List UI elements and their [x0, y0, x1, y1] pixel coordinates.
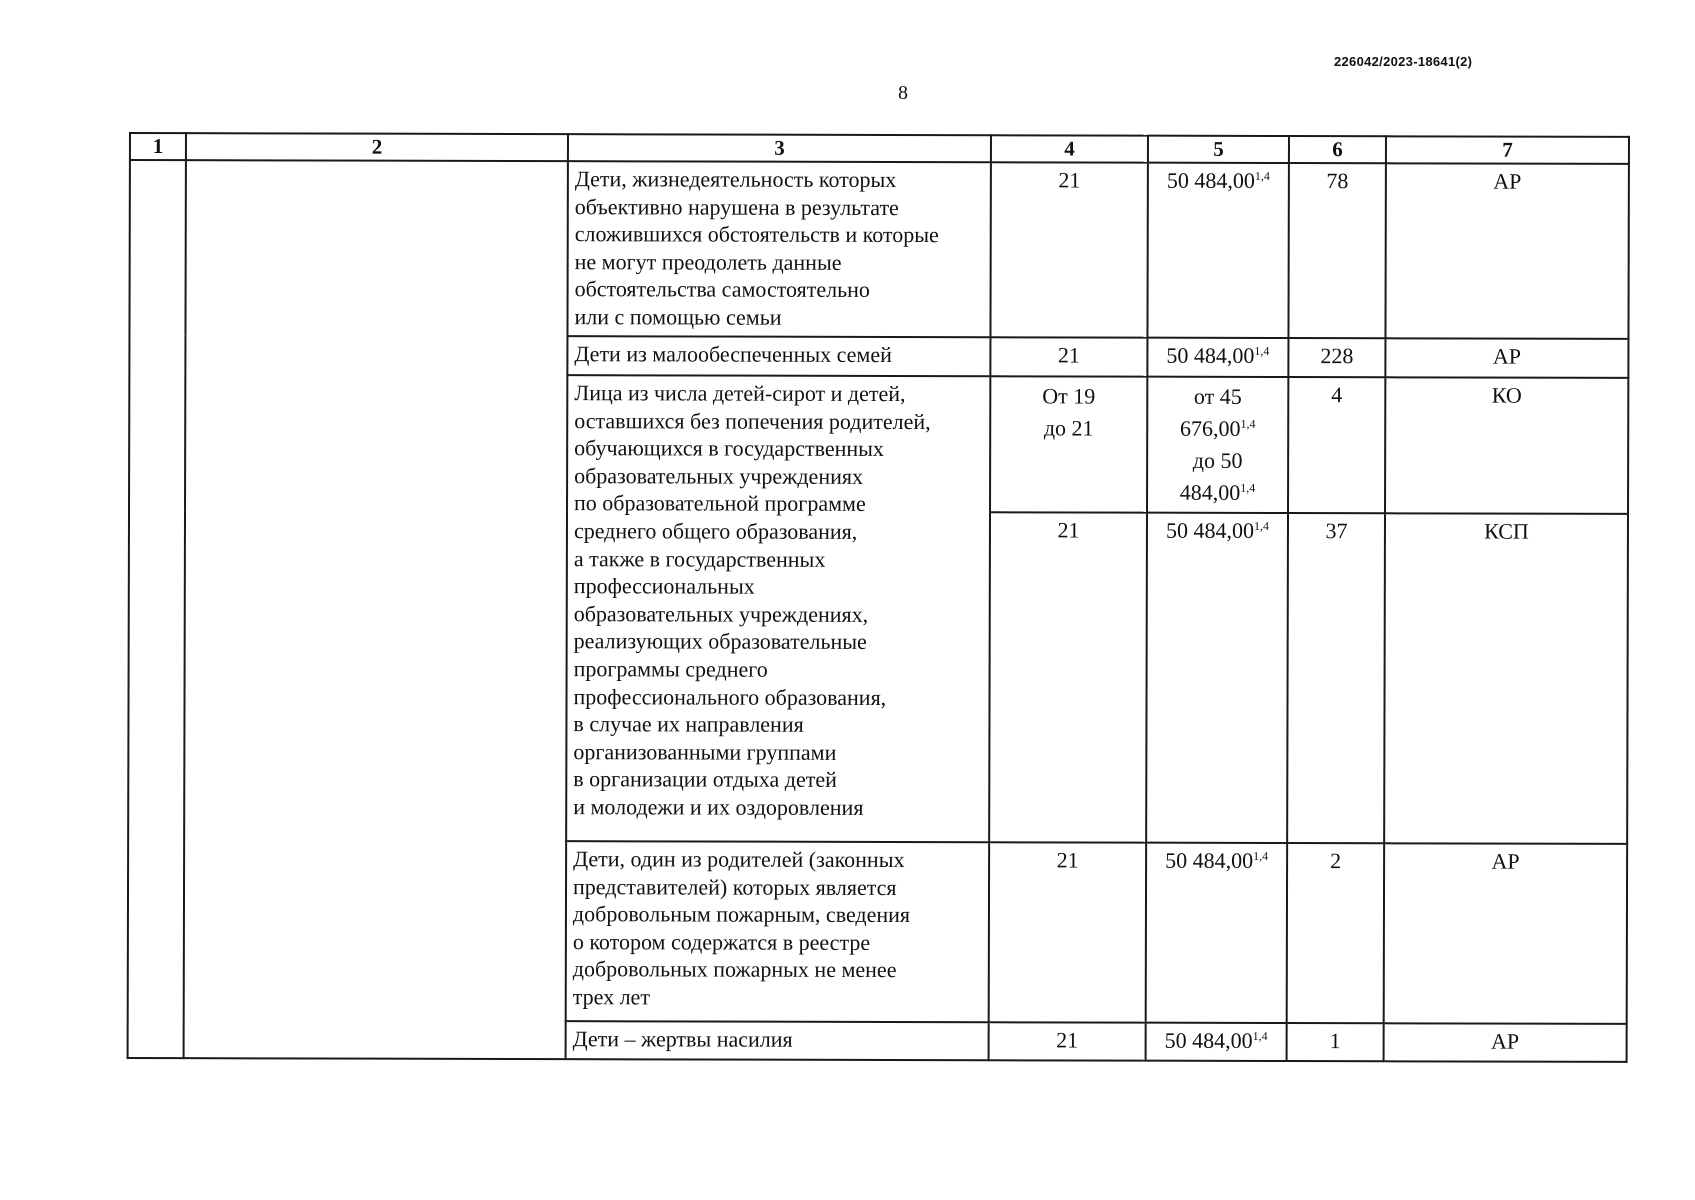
col1-cell [128, 160, 186, 1058]
cost-from-label: от 45 [1193, 383, 1242, 409]
category-description: Дети, жизнедеятельность которых объективно нарушена в результате сложившихся обстоятельств и которые не могут преодолеть данные обстоятельства самостоятельно или с помощью семьи [567, 161, 990, 337]
category-description: Дети, один из родителей (законных представителей) которых является добровольным пожарным, сведения о котором содержатся в реестре добровольных пожарных не менее трех лет [566, 841, 989, 1022]
days-cell: 21 [989, 512, 1147, 842]
header-cell-2: 2 [186, 133, 568, 161]
header-cell-5: 5 [1148, 136, 1289, 163]
footnote-ref: 1,4 [1240, 480, 1256, 495]
days-cell [990, 376, 1147, 512]
footnote-ref: 1,4 [1253, 848, 1269, 863]
cost-from-value: 676,00 [1179, 415, 1241, 441]
header-cell-6: 6 [1289, 136, 1386, 163]
code-cell: АР [1385, 163, 1628, 339]
data-table [127, 132, 1630, 1063]
count-cell: 78 [1288, 163, 1385, 338]
footnote-ref: 1,4 [1253, 518, 1269, 533]
code-cell: АР [1384, 843, 1627, 1024]
code-cell: КСП [1384, 513, 1628, 844]
count-cell: 37 [1287, 513, 1385, 843]
cost-cell [1147, 377, 1288, 513]
footnote-ref: 1,4 [1252, 1028, 1268, 1043]
col2-cell [184, 160, 568, 1059]
category-description: Дети – жертвы насилия [566, 1021, 989, 1060]
category-description: Лица из числа детей-сирот и детей, оставшихся без попечения родителей, обучающихся в государственных образовательных учреждениях по образовательной программе среднего общего образования, а также в государственных профессиональных образовательных учреждениях, реализующих образовательные программы среднего профессионального образования, в случае их направления организованными группами в организации отдыха детей и молодежи и их оздоровления [566, 375, 990, 842]
category-description: Дети из малообеспеченных семей [567, 336, 990, 376]
cost-cell [1146, 1023, 1287, 1061]
count-cell: 1 [1287, 1023, 1384, 1061]
table-header-row [130, 133, 1629, 164]
footnote-ref: 1,4 [1240, 416, 1256, 431]
code-cell: АР [1385, 338, 1628, 378]
days-from: От 19 [1042, 383, 1096, 409]
table-row [129, 160, 1628, 339]
days-cell: 21 [989, 842, 1146, 1022]
count-cell: 4 [1288, 377, 1385, 513]
cost-to-value: 484,00 [1179, 479, 1241, 505]
count-cell: 2 [1287, 843, 1384, 1023]
page-number: 8 [898, 82, 908, 104]
document-id: 226042/2023-18641(2) [1334, 54, 1473, 69]
header-cell-4: 4 [991, 135, 1148, 162]
count-cell: 228 [1288, 338, 1385, 377]
header-cell-3: 3 [568, 134, 991, 162]
cost-value: 50 484,00 [1165, 847, 1254, 873]
cost-value: 50 484,00 [1164, 1027, 1253, 1053]
cost-value: 50 484,00 [1166, 342, 1255, 368]
days-cell: 21 [990, 337, 1147, 376]
cost-value: 50 484,00 [1165, 517, 1254, 543]
days-cell: 21 [990, 162, 1147, 337]
header-cell-7: 7 [1386, 136, 1629, 164]
header-cell-1: 1 [130, 133, 186, 160]
footnote-ref: 1,4 [1254, 168, 1270, 183]
cost-value: 50 484,00 [1166, 167, 1255, 193]
days-to: до 21 [1043, 415, 1094, 441]
code-cell: КО [1385, 377, 1628, 514]
cost-cell [1147, 338, 1288, 377]
code-cell: АР [1384, 1023, 1627, 1062]
footnote-ref: 1,4 [1254, 343, 1270, 358]
days-cell: 21 [989, 1022, 1146, 1060]
cost-cell [1146, 513, 1288, 843]
cost-cell [1147, 163, 1288, 338]
cost-cell [1146, 843, 1287, 1023]
cost-to-label: до 50 [1192, 447, 1243, 473]
